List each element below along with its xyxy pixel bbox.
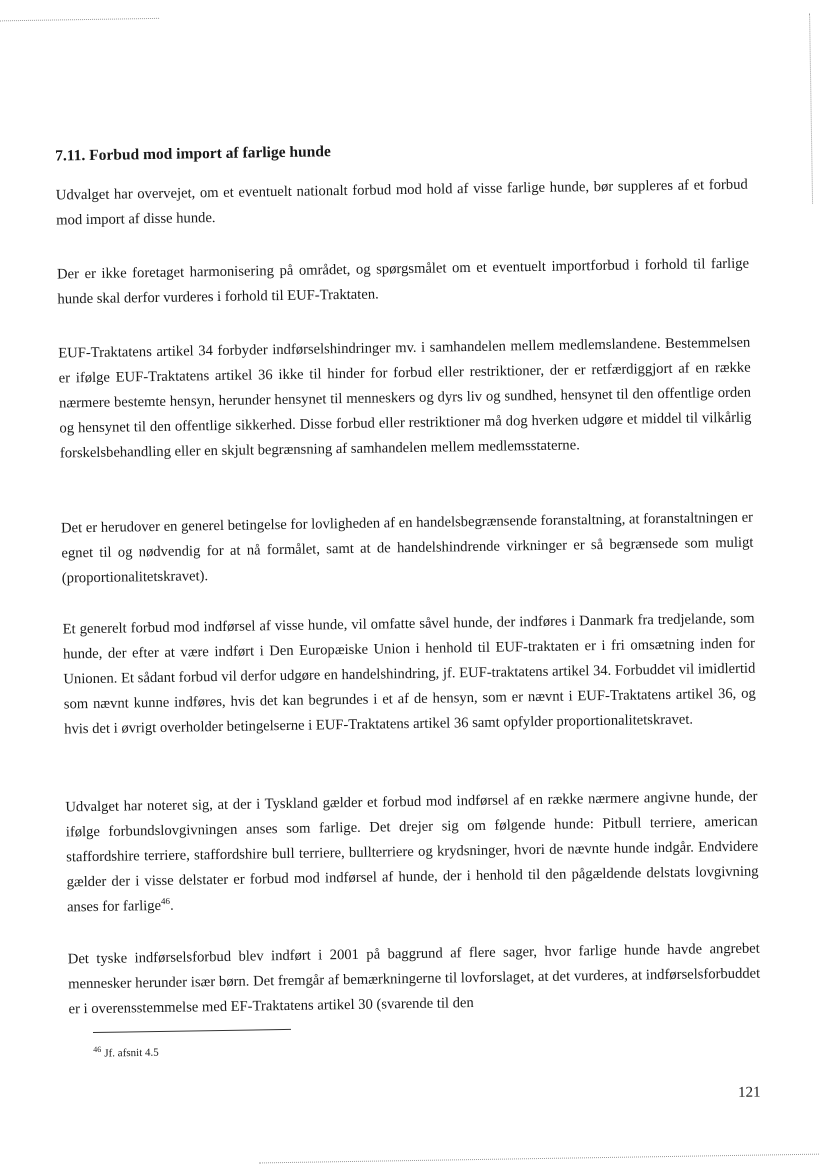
paragraph-6 [65, 785, 759, 921]
paragraph-7: Det tyske indførselsforbud blev indført i 2001 på baggrund af flere sager, hvor farlige hunde havde angrebet mennesker herunder især børn. Det fremgår af bemærkningerne til lovforslaget, at det vurderes, at indførselsforbuddet er i overensstemmelse med EF-Traktatens artikel 30 (svarende til den [67, 940, 761, 1018]
scan-artifact-top [0, 18, 159, 22]
paragraph-6-text: Udvalget har noteret sig, at der i Tyskland gælder et forbud mod indførsel af en række nærmere angivne hunde, der ifølge forbundslovgivningen anses som farlige. Det drejer sig om følgende hunde: Pitbull terriere, american staffordshire terriere, staffordshire bull terriere, bullterriere og krydsninger, hvori de nævnte hunde indgår. Endvidere gælder der i visse delstater er forbud mod indførsel af hunde, der i henhold til den pågældende delstats lovgivning anses for farlige [65, 788, 759, 916]
paragraph-5: Et generelt forbud mod indførsel af visse hunde, vil omfatte såvel hunde, der indføres i Danmark fra tredjelande, som hunde, der efter at være indført i Den Europæiske Union i henhold til EUF-traktaten er i fri omsætning inden for Unionen. Et sådant forbud vil derfor udgøre en handelshindring, jf. EUF-traktatens artikel 34. Forbuddet vil imidlertid som nævnt kunne indføres, hvis det kan begrundes i et af de hensyn, som er nævnt i EUF-Traktatens artikel 36, og hvis det i øvrigt overholder betingelserne i EUF-Traktatens artikel 36 samt opfylder proportionalitetskravet. [62, 610, 756, 738]
paragraph-1: Udvalget har overvejet, om et eventuelt nationalt forbud mod hold af visse farlige hunde, bør suppleres af et forbud mod import af disse hunde. [55, 176, 748, 229]
paragraph-6-end: . [169, 897, 174, 914]
paragraph-4: Det er herudover en generel betingelse for lovligheden af en handelsbegrænsende foranstaltning, at foranstaltningen er egnet til og nødvendig for at nå formålet, samt at de handelshindrende virkninger er så begrænsede som muligt (proportionalitetskravet). [60, 509, 754, 587]
scan-artifact-bottom [259, 1154, 819, 1164]
section-heading: 7.11. Forbud mod import af farlige hunde [55, 143, 331, 165]
paragraph-2: Der er ikke foretaget harmonisering på området, og spørgsmålet om et eventuelt importforbud i forhold til farlige hunde skal derfor vurderes i forhold til EUF-Traktaten. [56, 255, 750, 308]
footnote-number: 46 [93, 1044, 102, 1055]
footnote-text: Jf. afsnit 4.5 [104, 1046, 159, 1060]
paragraph-3: EUF-Traktatens artikel 34 forbyder indførselshindringer mv. i samhandelen mellem medlemslandene. Bestemmelsen er ifølge EUF-Traktatens artikel 36 ikke til hinder for forbud eller restriktioner, der er retfærdiggjort af en række nærmere bestemte hensyn, herunder hensynet til menneskers og dyrs liv og sundhed, hensynet til den offentlige orden og hensynet til den offentlige sikkerhed. Disse forbud eller restriktioner må dog hverken udgøre et middel til vilkårlig forskelsbehandling eller en skjult begrænsning af samhandelen mellem medlemsstaterne. [58, 334, 752, 462]
scan-artifact-right [809, 14, 813, 204]
page-number: 121 [737, 1084, 761, 1101]
footnote [93, 1044, 159, 1060]
footnote-separator [93, 1029, 291, 1033]
footnote-reference[interactable]: 46 [160, 895, 171, 907]
